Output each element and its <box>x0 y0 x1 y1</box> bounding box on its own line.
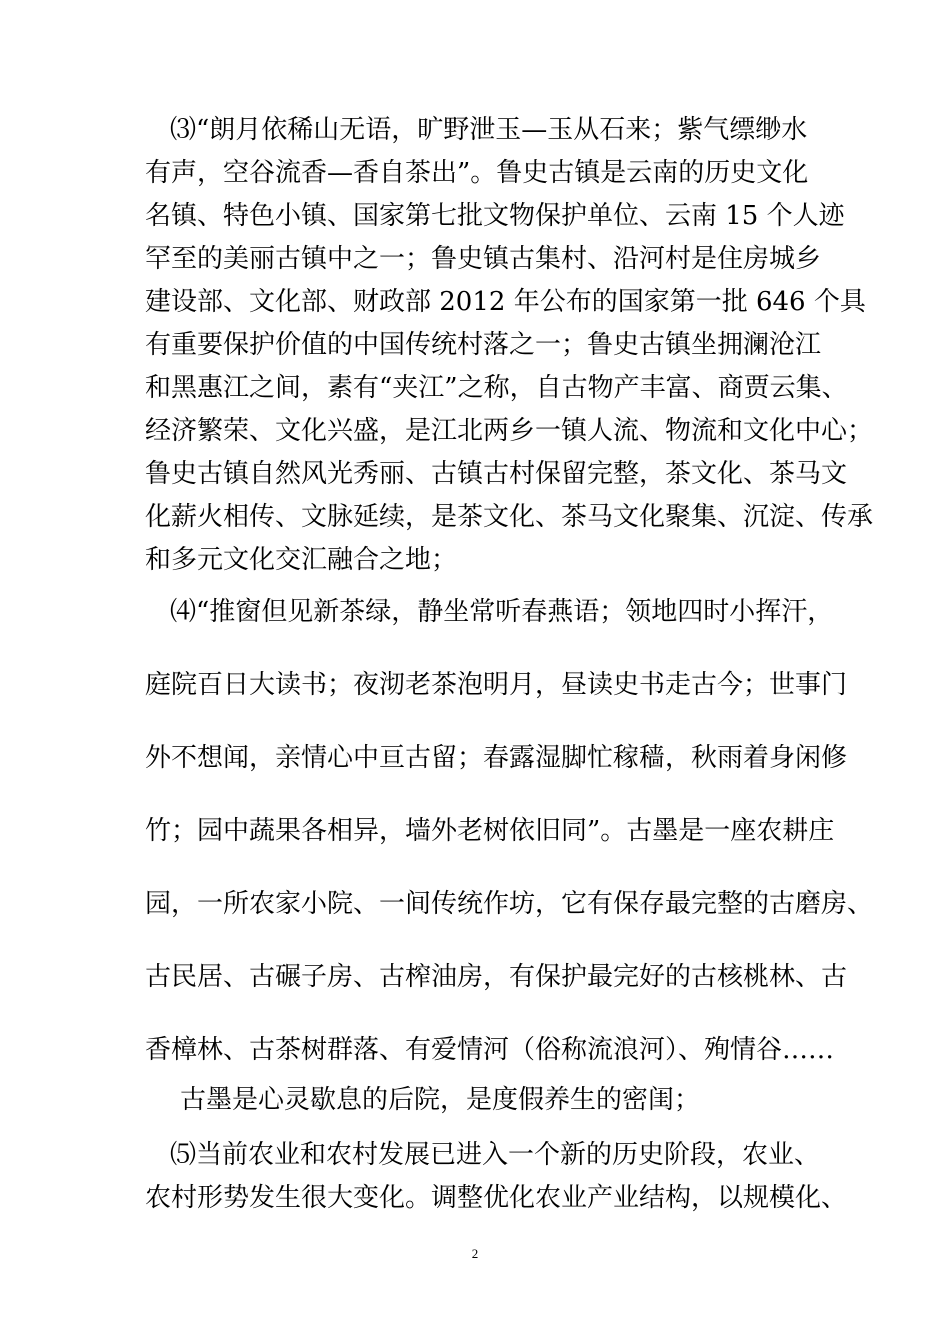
page-number: 2 <box>471 1246 479 1261</box>
paragraph-3-line-2: 有声，空谷流香—香自茶出”。鲁史古镇是云南的历史文化 <box>145 158 809 188</box>
paragraph-3-line-3: 名镇、特色小镇、国家第七批文物保护单位、云南 15 个人迹 <box>145 201 845 231</box>
paragraph-3-line-4: 罕至的美丽古镇中之一；鲁史镇古集村、沿河村是住房城乡 <box>145 244 822 274</box>
paragraph-4-line-4: 竹；园中蔬果各相异，墙外老树依旧同”。古墨是一座农耕庄 <box>145 816 835 846</box>
paragraph-3-line-11: 和多元文化交汇融合之地； <box>145 545 458 575</box>
paragraph-4-line-3: 外不想闻，亲情心中亘古留；春露湿脚忙稼穑，秋雨着身闲修 <box>145 743 848 773</box>
paragraph-5-line-1: ⑸当前农业和农村发展已进入一个新的历史阶段，农业、 <box>170 1140 821 1170</box>
paragraph-3-line-7: 和黑惠江之间，素有“夹江”之称，自古物产丰富、商贾云集、 <box>145 373 848 403</box>
paragraph-3-line-6: 有重要保护价值的中国传统村落之一；鲁史古镇坐拥澜沧江 <box>145 330 822 360</box>
paragraph-3-line-8: 经济繁荣、文化兴盛，是江北两乡一镇人流、物流和文化中心； <box>145 416 874 446</box>
paragraph-3-line-1: ⑶“朗月依稀山无语，旷野泄玉—玉从石来；紫气缥缈水 <box>170 115 808 145</box>
paragraph-5-line-2: 农村形势发生很大变化。调整优化农业产业结构，以规模化、 <box>145 1183 848 1213</box>
paragraph-4-line-1: ⑷“推窗但见新茶绿，静坐常听春燕语；领地四时小挥汗， <box>170 597 834 627</box>
paragraph-4-line-7: 香樟林、古茶树群落、有爱情河（俗称流浪河）、殉情谷…… <box>145 1035 835 1065</box>
paragraph-3-line-10: 化薪火相传、文脉延续，是茶文化、茶马文化聚集、沉淀、传承 <box>145 502 874 532</box>
paragraph-3-line-5: 建设部、文化部、财政部 2012 年公布的国家第一批 646 个具 <box>145 287 866 317</box>
paragraph-3-line-9: 鲁史古镇自然风光秀丽、古镇古村保留完整，茶文化、茶马文 <box>145 459 848 489</box>
paragraph-4-line-2: 庭院百日大读书；夜沏老茶泡明月，昼读史书走古今；世事门 <box>145 670 848 700</box>
paragraph-4-line-5: 园，一所农家小院、一间传统作坊，它有保存最完整的古磨房、 <box>145 889 874 919</box>
paragraph-4-line-6: 古民居、古碾子房、古榨油房，有保护最完好的古核桃林、古 <box>145 962 848 992</box>
paragraph-4b: 古墨是心灵歇息的后院，是度假养生的密闺； <box>180 1085 701 1115</box>
